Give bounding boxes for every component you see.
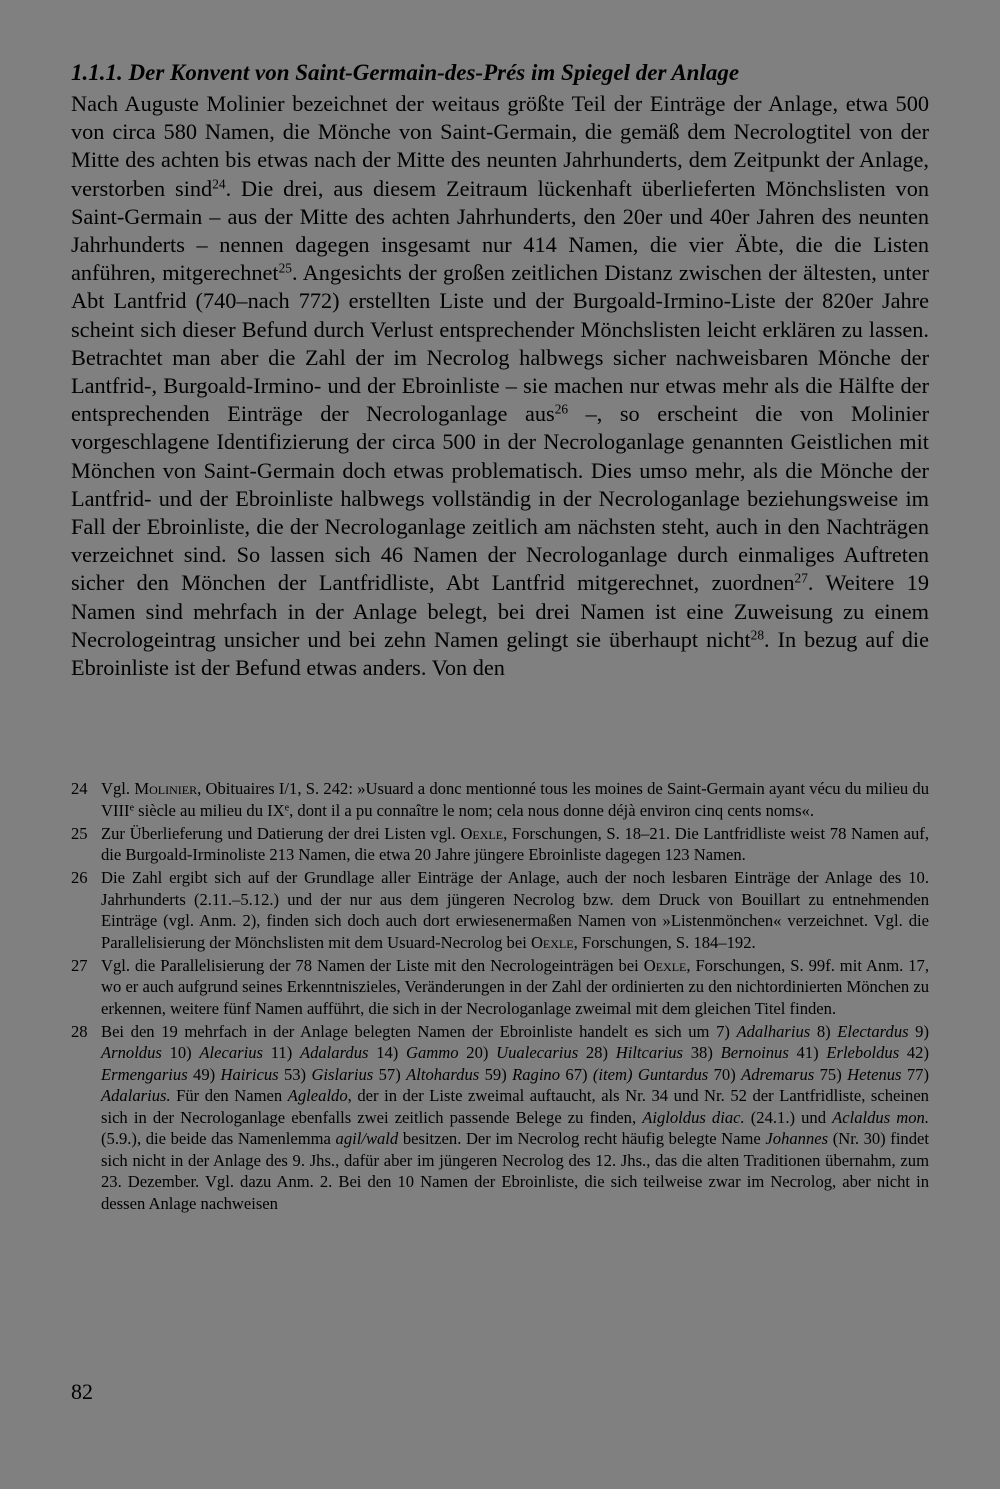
footnote (71, 867, 929, 953)
footnote-number: 27 (71, 955, 88, 975)
footnote-text (101, 955, 929, 1020)
footnote-ref: 25 (278, 260, 292, 276)
footnote-text (101, 1021, 929, 1215)
text-run: 38) (683, 1043, 721, 1062)
page-number: 82 (71, 1379, 93, 1404)
text-run: , dont il a pu connaître le nom; cela nous donne déjà environ cinq cents noms«. (289, 800, 814, 820)
text-run: , Obituaires I/1, S. 242: »Usuard a donc mentionné tous les moines de Saint-Germain ayant vécu du milieu du VIII (101, 779, 929, 820)
text-run: . In bezug auf die Ebroinliste ist der Befund etwas anders. Von den (71, 626, 929, 681)
footnotes (71, 778, 929, 1216)
footnote-number: 24 (71, 779, 88, 798)
footnote-ref: e (284, 802, 290, 814)
footnote-number: 28 (71, 1021, 88, 1041)
italic-term: Aglealdo (287, 1086, 348, 1105)
footnote-ref: e (129, 802, 134, 814)
author-name: Oexle (643, 955, 687, 975)
footnote-ref: 27 (794, 571, 808, 587)
text-run: Vgl. die Parallelisierung der 78 Namen der Liste mit den Necrologeinträgen bei (101, 955, 644, 975)
text-run: Nach Auguste Molinier bezeichnet der weitaus größte Teil der Einträge der Anlage, etwa 500 von circa 580 Namen, die Mönche von Saint-Germain, die gemäß dem Necrologtitel von der Mitte des achten bis etwas nach der Mitte des neunten Jahrhunderts, dem Zeitpunkt der Anlage, verstorben sind (71, 91, 929, 201)
italic-term: Erleboldus (826, 1043, 900, 1062)
text-run: (24.1.) und (744, 1107, 833, 1127)
text-run: 11) (263, 1043, 300, 1062)
text-run: 20) (458, 1043, 497, 1062)
footnote (71, 955, 929, 1020)
text-run: (Nr. 30) findet sich nicht in der Anlage des 9. Jhs., dafür aber im jüngeren Necrolog des 12. Jhs., das die alten Traditionen übernahm, zum 23. Dezember. Vgl. dazu Anm. 2. Bei den 10 Namen der Ebroinliste, die sich teilweise zwar im Necrolog, aber nicht in dessen Anlage nachweisen (101, 1129, 929, 1213)
italic-term: Aigloldus diac. (642, 1107, 745, 1127)
author-name: Oexle (460, 823, 504, 843)
footnote-number: 26 (71, 868, 88, 887)
italic-term: Johannes (765, 1129, 829, 1148)
page-content (71, 58, 929, 682)
italic-term: Hiltcarius (615, 1043, 684, 1062)
footnote-number: 25 (71, 823, 88, 843)
text-run: 70) (708, 1064, 742, 1084)
italic-term: Gammo (406, 1043, 459, 1062)
text-run: , Forschungen, S. 184–192. (573, 932, 756, 952)
text-run: . Die drei, aus diesem Zeitraum lückenhaft überlieferten Mönchslisten von Saint-Germain – aus der Mitte des achten Jahrhunderts, den 20er und 40er Jahren des neunten Jahrhunderts – nennen dagegen insgesamt nur 414 Namen, die vier Äbte, die die Listen anführen, mitgerechnet (71, 175, 929, 286)
footnote-ref: 24 (212, 176, 226, 192)
text-run: 59) (479, 1064, 513, 1084)
text-run: 41) (788, 1043, 827, 1062)
text-run: 28) (578, 1043, 616, 1062)
footnote-text (101, 823, 929, 866)
italic-term: Adremarus (741, 1064, 815, 1084)
text-run: 42) (899, 1043, 930, 1062)
text-run: (5.9.), die beide das Namenlemma (101, 1129, 336, 1148)
footnote (71, 823, 929, 866)
text-run: besitzen. Der im Necrolog recht häufig belegte Name (398, 1129, 766, 1148)
italic-term: Bernoinus (720, 1043, 789, 1062)
footnote-ref: 26 (554, 401, 569, 417)
text-run: , Forschungen, S. 99f. mit Anm. 17, wo er auch aufgrund seines Erkenntniszieles, Veränderungen in der Zahl der ordinierten zu den nichtordinierten Mönchen zu erkennen, weitere fünf Namen aufführt, die sich in der Necrologanlage zweimal mit dem gleichen Titel finden. (101, 955, 929, 1018)
text-run: . Angesichts der großen zeitlichen Distanz zwischen der ältesten, unter Abt Lantfrid (740–nach 772) erstellten Liste und der Burgoald-Irmino-Liste der 820er Jahre scheint sich dieser Befund durch Verlust entsprechender Mönchslisten leicht erklären zu lassen. Betrachtet man aber die Zahl der im Necrolog halbwegs sicher nachweisbaren Mönche der Lantfrid-, Burgoald-Irmino- und der Ebroinliste – sie machen nur etwas mehr als die Hälfte der entsprechenden Einträge der Necrologanlage aus (71, 260, 929, 427)
italic-term: Adalardus (299, 1043, 369, 1062)
author-name: Oexle (530, 932, 574, 952)
italic-term: Adalarius. (101, 1086, 171, 1105)
footnote (71, 778, 929, 821)
text-run: –, so erscheint die von Molinier vorgeschlagene Identifizierung der circa 500 in der Necrologanlage genannten Geistlichen mit Mönchen von Saint-Germain doch etwas problematisch. Dies umso mehr, als die Mönche der Lantfrid- und der Ebroinliste halbwegs vollständig in der Necrologanlage beziehungsweise im Fall der Ebroinliste, die der Necrologanlage zeitlich am nächsten steht, auch in den Nachträgen verzeichnet sind. So lassen sich 46 Namen der Necrologanlage durch einmaliges Auftreten sicher den Mönchen der Lantfridliste, Abt Lantfrid mitgerechnet, zuordnen (71, 401, 930, 596)
text-run: . Weitere 19 Namen sind mehrfach in der Anlage belegt, bei drei Namen ist eine Zuweisung zu einem Necrologeintrag unsicher und bei zehn Namen gelingt sie überhaupt nicht (71, 570, 929, 652)
text-run: 57) (373, 1064, 407, 1084)
text-run: , Forschungen, S. 18–21. Die Lantfridliste weist 78 Namen auf, die Burgoald-Irminoliste 213 Namen, die etwa 20 Jahre jüngere Ebroinliste dagegen 123 Namen. (101, 823, 929, 864)
italic-term: Arnoldus (101, 1043, 162, 1062)
footnote (71, 1021, 929, 1215)
italic-term: Hairicus (220, 1064, 279, 1084)
author-name: Molinier (134, 779, 198, 798)
italic-term: Hetenus (847, 1064, 902, 1084)
italic-term: agil/wald (335, 1129, 399, 1148)
footnote-text (101, 867, 929, 953)
italic-term: Ermengarius (101, 1064, 188, 1084)
italic-term: Altohardus (406, 1064, 480, 1084)
text-run: siècle au milieu du IX (133, 800, 285, 820)
text-run: 75) (814, 1064, 848, 1084)
text-run: 9) (908, 1021, 930, 1041)
italic-term: Adalharius (736, 1021, 811, 1041)
text-run: 10) (161, 1043, 200, 1062)
text-run: 8) (810, 1021, 838, 1041)
italic-term: Aclaldus mon. (832, 1107, 929, 1127)
section-heading: 1.1.1. Der Konvent von Saint-Germain-des-Prés im Spiegel der Anlage (71, 60, 740, 85)
text-run: Die Zahl ergibt sich auf der Grundlage aller Einträge der Anlage, auch der noch lesbaren Einträge der Anlage des 10. Jahrhunderts (2.11.–5.12.) und der nur aus dem jüngeren Necrolog bzw. dem Druck von Bouillart zu entnehmenden Einträge (vgl. Anm. 2), finden sich doch auch dort erwiesenermaßen Namen von »Listenmönchen« verzeichnet. Vgl. die Parallelisierung der Mönchslisten mit dem Usuard-Necrolog bei (101, 868, 929, 952)
text-run: Bei den 19 mehrfach in der Anlage belegten Namen der Ebroinliste handelt es sich um 7) (101, 1021, 737, 1041)
footnote-ref: 28 (750, 627, 765, 643)
footnote-text (101, 778, 929, 821)
text-run: 49) (187, 1064, 221, 1084)
italic-term: (item) Guntardus (592, 1064, 709, 1084)
text-run: 14) (368, 1043, 407, 1062)
text-run: , der in der Liste zweimal auftaucht, als Nr. 34 und Nr. 52 der Lantfridliste, scheinen sich in der Necrologanlage ebenfalls zwei zeitlich passende Belege zu finden, (101, 1086, 929, 1127)
text-run: 67) (560, 1064, 593, 1084)
italic-term: Uualecarius (496, 1043, 579, 1062)
italic-term: Gislarius (311, 1064, 374, 1084)
text-run: 77) (901, 1064, 930, 1084)
text-run: 53) (278, 1064, 312, 1084)
italic-term: Alecarius (199, 1043, 264, 1062)
text-run: Für den Namen (170, 1086, 288, 1105)
text-run: Zur Überlieferung und Datierung der drei Listen vgl. (101, 823, 461, 843)
body-paragraph (71, 90, 929, 682)
italic-term: Electardus (837, 1021, 909, 1041)
italic-term: Ragino (512, 1064, 561, 1084)
text-run: Vgl. (101, 779, 135, 798)
